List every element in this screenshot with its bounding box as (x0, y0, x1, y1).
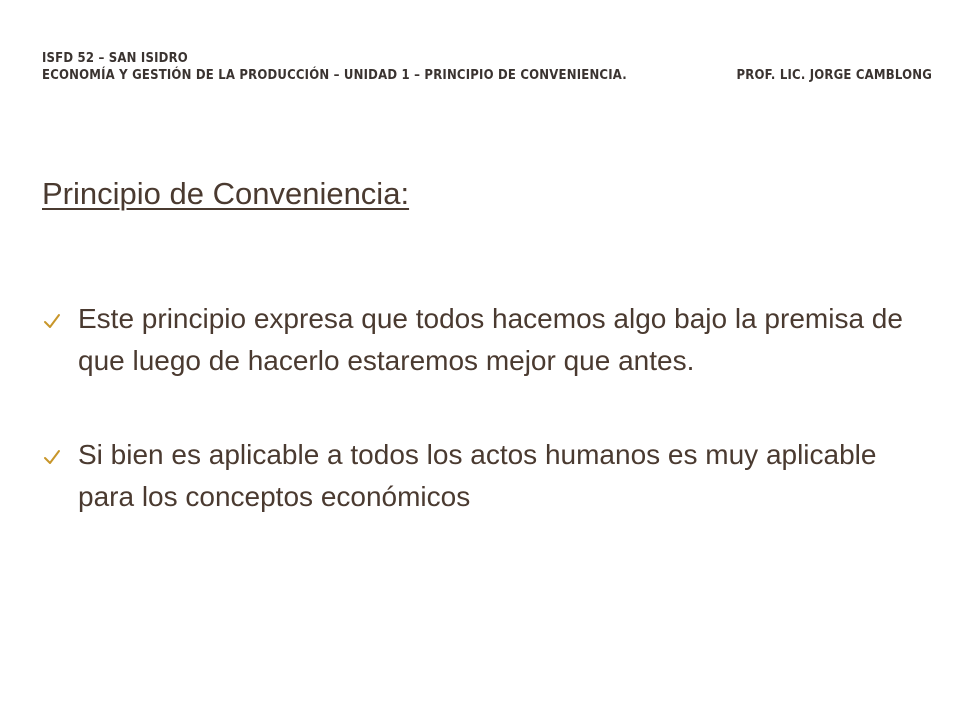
header-professor: PROF. LIC. JORGE CAMBLONG (736, 68, 932, 83)
bullet-text: Este principio expresa que todos hacemos algo bajo la premisa de que luego de hacerlo estaremos mejor que antes. (78, 303, 903, 376)
bullet-text: Si bien es aplicable a todos los actos humanos es muy aplicable para los conceptos económicos (78, 439, 877, 512)
check-icon (42, 311, 62, 331)
bullet-item (42, 298, 932, 382)
bullet-list (42, 298, 932, 570)
header-institution: ISFD 52 – SAN ISIDRO (42, 51, 188, 66)
header-course: ECONOMÍA Y GESTIÓN DE LA PRODUCCIÓN – UNIDAD 1 – PRINCIPIO DE CONVENIENCIA. (42, 68, 627, 83)
header-reflection (42, 75, 932, 81)
bullet-item (42, 434, 932, 518)
check-icon (42, 447, 62, 467)
slide-title: Principio de Conveniencia: (42, 176, 410, 211)
